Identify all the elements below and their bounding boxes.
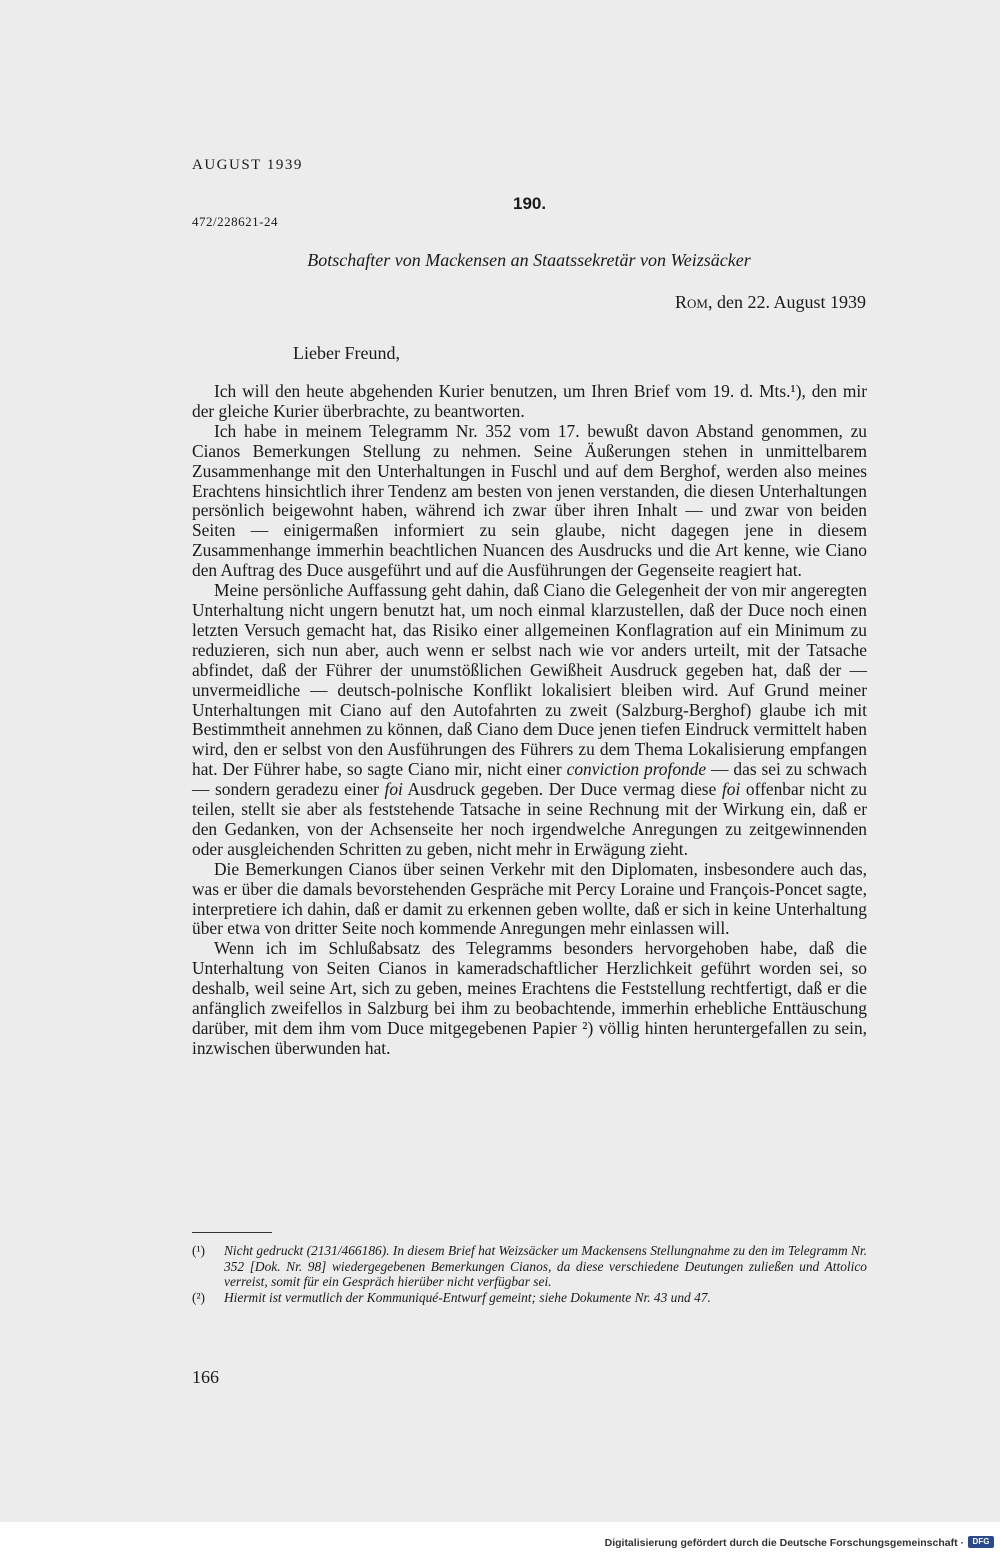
paragraph-2: Ich habe in meinem Telegramm Nr. 352 vom 17. bewußt davon Abstand genommen, zu Cianos Bemerkungen Stellung zu nehmen. Seine Äußerungen stehen in unmittelbarem Zusammenhange mit den Unterhaltungen in Fuschl und auf dem Berghof, werden also meines Erachtens hinsichtlich ihrer Tendenz am besten von jenen verstanden, die diesen Unterhaltungen persönlich beigewohnt haben, während ich zwar über ihren Inhalt — und zwar von beiden Seiten — einigermaßen informiert zu sein glaube, nicht dagegen jene in diesem Zusammenhange immerhin beachtlichen Nuancen des Ausdrucks und die Art kenne, wie Ciano den Auftrag des Duce ausgeführt und auf die Ausführungen der Gegenseite reagiert hat. [192,420,867,581]
footnote-text: Nicht gedruckt (2131/466186). In diesem Brief hat Weizsäcker um Mackensens Stellungnahme zu den im Telegramm Nr. 352 [Dok. Nr. 98] wiedergegebenen Bemerkungen Cianos, da diese verschiedene Deutungen zuließen und Attolico verreist, somit für ein Gespräch hierüber nicht verfügbar sei. [224,1243,867,1289]
footnote-2 [192,1290,867,1306]
footer-credit: Digitalisierung gefördert durch die Deutsche Forschungsgemeinschaft · [604,1537,964,1549]
page-number: 166 [192,1367,219,1387]
dfg-logo-icon: DFG [968,1536,994,1548]
paragraph-5: Wenn ich im Schlußabsatz des Telegramms besonders hervorgehoben habe, daß die Unterhaltung von Seiten Cianos in kameradschaftlicher Herzlichkeit geführt worden sei, so deshalb, weil seine Art, sich zu geben, meines Erachtens die Feststellung rechtfertigt, daß er die anfänglich zweifellos in Salzburg bei ihm zu beobachtende, immerhin erhebliche Enttäuschung darüber, mit dem ihm vom Duce mitgegebenen Papier ²) völlig hinten heruntergefallen zu sein, inzwischen überwunden hat. [192,938,867,1058]
footnote-divider [192,1232,272,1233]
salutation: Lieber Freund, [293,343,400,363]
paragraph-1: Ich will den heute abgehenden Kurier benutzen, um Ihren Brief vom 19. d. Mts.¹), den mir der gleiche Kurier überbrachte, zu beantworten. [192,381,867,421]
paragraph-3-part-a: Meine persönliche Auffassung geht dahin, daß Ciano die Gelegenheit der von mir angeregten Unterhaltung nicht ungern benutzt hat, um noch einmal klarzustellen, daß der Duce noch einen letzten Versuch gemacht hat, das Risiko einer allgemeinen Konflagration auf ein Minimum zu reduzieren, sich nun aber, auch wenn er selbst nach wie vor anders urteilt, mit der Tatsache abfindet, daß der Führer der unumstößlichen Gewißheit Ausdruck gegeben hat, daß der — unvermeidliche — deutsch-polnische Konflikt lokalisiert bleiben wird. Auf Grund meiner Unterhaltungen mit Ciano auf den Autofahrten zu zweit (Salzburg-Berghof) glaube ich mit Bestimmtheit annehmen zu können, daß Ciano dem Duce jenen tiefen Eindruck vermittelt haben wird, den er selbst von den Ausführungen des Führers zu dem Thema Lokalisierung empfangen hat. Der Führer habe, so sagte Ciano mir, nicht einer [192,580,867,780]
place-date-line [675,292,866,313]
running-header-date: AUGUST 1939 [192,157,303,173]
paragraph-3-part-d: offenbar nicht zu teilen, stellt sie aber als feststehende Tatsache in seine Rechnung mit der Wirkung ein, daß er den Gedanken, von der Achsenseite her noch irgendwelche Anregungen zu zeitgewinnenden oder ausgleichenden Schritten zu geben, nicht mehr in Erwägung zieht. [192,779,867,859]
footnote-marker: (²) [192,1289,205,1305]
paragraph-3-part-c: Ausdruck gegeben. Der Duce vermag diese [402,779,722,800]
footnote-marker: (¹) [192,1243,205,1258]
italic-foi-2: foi [721,779,741,800]
document-number: 190. [513,194,547,213]
footnote-1 [192,1243,867,1290]
date-text: , den 22. August 1939 [707,292,866,312]
place: Rom [675,292,708,312]
paragraph-4: Die Bemerkungen Cianos über seinen Verkehr mit den Diplomaten, insbesondere auch das, was er über die damals bevorstehenden Gespräche mit Percy Loraine und François-Poncet sagte, interpretiere ich dahin, daß er damit zu erkennen geben wollte, daß er sich in keine Unterhaltung über etwa von dritter Seite noch kommende Anregungen mehr einlassen will. [192,858,867,939]
paragraph-3 [192,581,867,860]
footnote-text: Hiermit ist vermutlich der Kommuniqué-Entwurf gemeint; siehe Dokumente Nr. 43 und 47. [224,1289,711,1305]
italic-conviction-profonde: conviction profonde [566,759,707,780]
file-reference: 472/228621-24 [192,214,278,229]
document-title: Botschafter von Mackensen an Staatssekretär von Weizsäcker [307,250,751,270]
italic-foi-1: foi [384,779,403,800]
footnotes [192,1243,867,1305]
letter-body [192,382,867,1059]
paragraph-3-part-b: — das sei zu schwach — sondern geradezu einer [192,759,868,800]
